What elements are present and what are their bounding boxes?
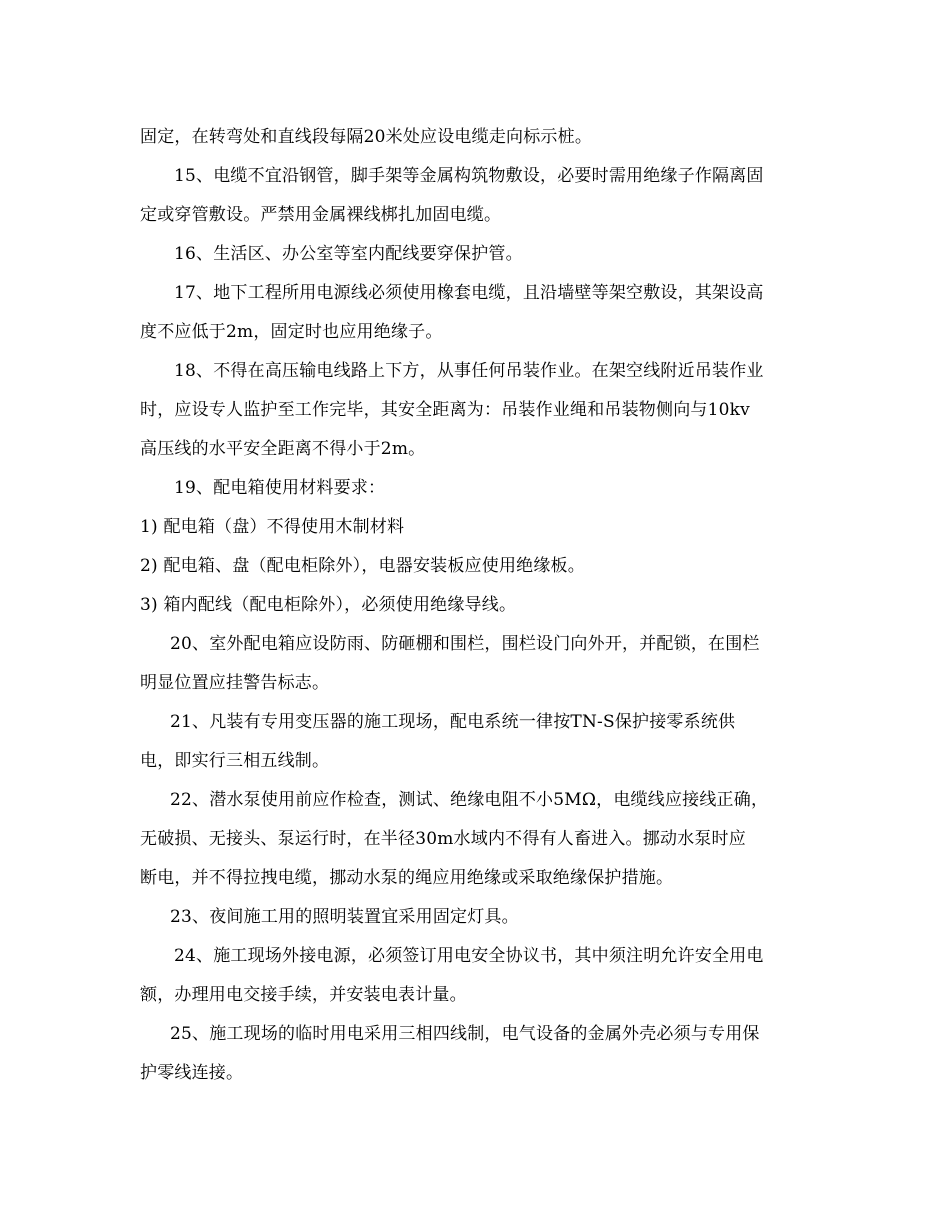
item-21-line-1: 21、凡装有专用变压器的施工现场，配电系统一律按TN-S保护接零系统供 (170, 712, 736, 732)
item-16: 16、生活区、办公室等室内配线要穿保护管。 (174, 244, 523, 264)
item-18-line-3: 高压线的水平安全距离不得小于2m。 (140, 439, 426, 459)
sub-item-2: 2) 配电箱、盘（配电柜除外），电器安装板应使用绝缘板。 (140, 556, 585, 576)
item-24-line-2: 额，办理用电交接手续，并安装电表计量。 (140, 985, 467, 1005)
item-15-line-1: 15、电缆不宜沿钢管，脚手架等金属构筑物敷设，必要时需用绝缘子作隔离固 (174, 166, 764, 186)
sub-item-1: 1) 配电箱（盘）不得使用木制材料 (140, 517, 405, 537)
document-body (140, 118, 812, 1093)
item-17-line-1: 17、地下工程所用电源线必须使用橡套电缆，且沿墙壁等架空敷设，其架设高 (174, 283, 764, 303)
item-20-line-2: 明显位置应挂警告标志。 (140, 673, 330, 693)
item-15-line-2: 定或穿管敷设。严禁用金属裸线梆扎加固电缆。 (140, 205, 502, 225)
item-22-line-3: 断电，并不得拉拽电缆，挪动水泵的绳应用绝缘或采取绝缘保护措施。 (140, 868, 674, 888)
item-22-line-2: 无破损、无接头、泵运行时，在半径30m水域内不得有人畜进入。挪动水泵时应 (140, 829, 746, 849)
item-25-line-1: 25、施工现场的临时用电采用三相四线制，电气设备的金属外壳必须与专用保 (170, 1024, 760, 1044)
item-19: 19、配电箱使用材料要求： (174, 478, 386, 498)
item-21-line-2: 电，即实行三相五线制。 (140, 751, 330, 771)
item-24-line-1: 24、施工现场外接电源，必须签订用电安全协议书，其中须注明允许安全用电 (174, 946, 764, 966)
item-18-line-2: 时，应设专人监护至工作完毕，其安全距离为：吊装作业绳和吊装物侧向与10kv (140, 400, 750, 420)
item-23: 23、夜间施工用的照明装置宜采用固定灯具。 (170, 907, 519, 927)
item-25-line-2: 护零线连接。 (140, 1063, 244, 1083)
item-22-line-1: 22、潜水泵使用前应作检查，测试、绝缘电阻不小5MΩ，电缆线应接线正确， (170, 790, 769, 810)
item-20-line-1: 20、室外配电箱应设防雨、防砸棚和围栏，围栏设门向外开，并配锁，在围栏 (170, 634, 760, 654)
item-17-line-2: 度不应低于2m，固定时也应用绝缘子。 (140, 322, 443, 342)
sub-item-3: 3) 箱内配线（配电柜除外），必须使用绝缘导线。 (140, 595, 517, 615)
paragraph-line: 固定，在转弯处和直线段每隔20米处应设电缆走向标示桩。 (140, 127, 593, 147)
item-18-line-1: 18、不得在高压输电线路上下方，从事任何吊装作业。在架空线附近吊装作业 (174, 361, 764, 381)
